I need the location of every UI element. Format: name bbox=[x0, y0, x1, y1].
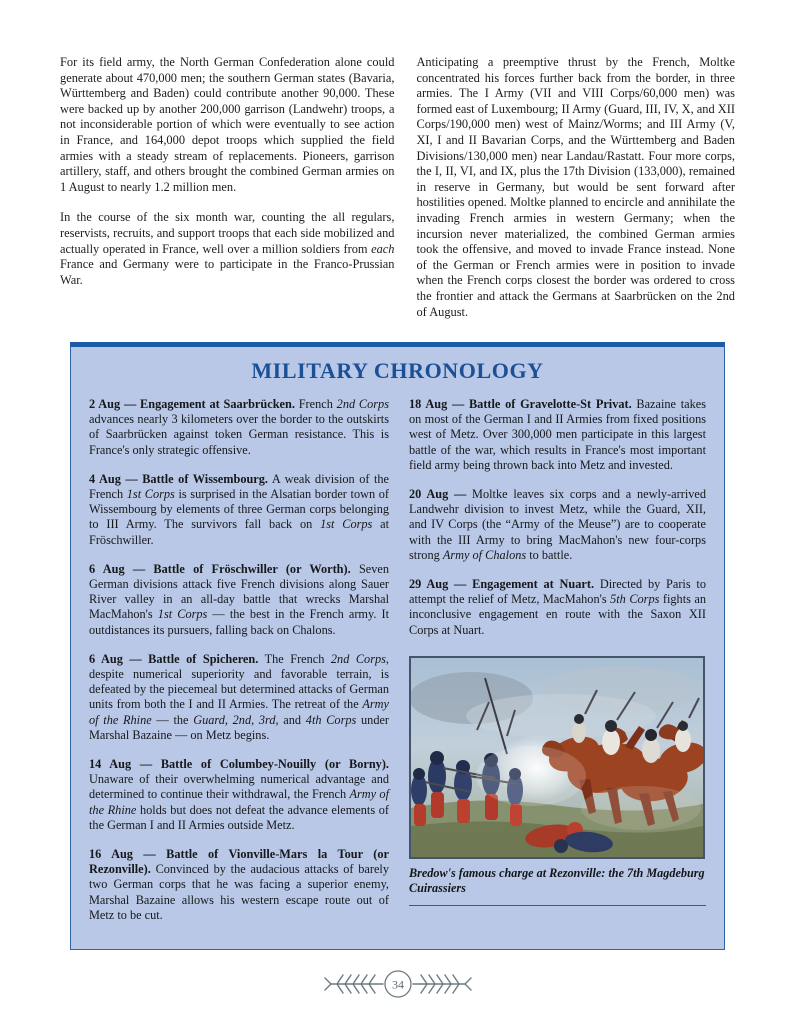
article-body bbox=[60, 55, 735, 320]
page-footer bbox=[0, 962, 795, 1006]
entry-text: Seven German divisions attack five French divisions along Sauer River valley in an all-day battle that wrecks Marshal MacMahon's bbox=[89, 561, 389, 622]
chronology-entry bbox=[89, 652, 389, 743]
caption-divider bbox=[409, 905, 706, 906]
entry-text: is surprised in the Alsatian border town of Wissembourg by elements of three German corps belonging to III Army. The survivors fall back on bbox=[89, 487, 389, 532]
entry-text: Directed by Paris to attempt the relief of Metz, MacMahon's bbox=[409, 577, 706, 607]
entry-text: French bbox=[294, 397, 337, 411]
entry-text: Unaware of their overwhelming numerical advantage and determined to continue their withdrawal, the French bbox=[89, 772, 389, 802]
entry-text: and bbox=[278, 712, 306, 727]
entry-text: — the best in the French army. It outdistances its pursuers, falling back on Chalons. bbox=[89, 607, 390, 637]
entry-italic: Army of Chalons bbox=[442, 547, 527, 562]
chronology-column-left bbox=[89, 397, 389, 937]
entry-italic: 2nd Corps bbox=[336, 397, 389, 411]
chronology-columns bbox=[71, 387, 724, 937]
entry-text: holds but does not defeat the advance elements of the German I and II Armies outside Metz. bbox=[89, 802, 390, 832]
chronology-entry bbox=[89, 562, 389, 638]
entry-italic: 4th Corps bbox=[305, 712, 357, 727]
figure-block bbox=[409, 656, 706, 906]
paragraph-text-post: France and Germany were to participate in the Franco-Prussian War. bbox=[60, 257, 395, 287]
entry-text: under Marshal Bazaine — on Metz begins. bbox=[89, 712, 390, 742]
entry-heading: 29 Aug — Engagement at Nuart. bbox=[409, 577, 595, 592]
entry-text: The French bbox=[258, 651, 331, 666]
entry-heading: 6 Aug — Battle of Fröschwiller (or Worth). bbox=[89, 561, 351, 576]
entry-heading: 2 Aug — Engagement at Saarbrücken. bbox=[89, 397, 295, 411]
entry-italic: 1st Corps bbox=[320, 517, 373, 532]
page-number: 34 bbox=[391, 977, 404, 992]
body-column-left bbox=[60, 55, 394, 288]
chronology-entry bbox=[409, 397, 706, 473]
painting-illustration bbox=[411, 658, 703, 857]
laurel-wreath-ornament bbox=[323, 962, 473, 1006]
entry-italic: 1st Corps bbox=[157, 607, 208, 622]
paragraph-text-pre: In the course of the six month war, counting the all regulars, reservists, recruits, and support troops that each side mobilized and actually operated in France, well over a million soldiers from bbox=[60, 210, 395, 256]
entry-text: fights an inconclusive engagement en route with the Saxon XII Corps at Nuart. bbox=[409, 592, 707, 637]
entry-text: Moltke leaves six corps and a newly-arrived Landwehr division to invest Metz, while the Guard, XII, and IV Corps (the “Army of the Meuse”) are to cooperate with the III Army to bring MacMahon's new four-corps strong bbox=[409, 487, 706, 562]
entry-text: Bazaine takes on most of the German I and II Armies from fixed positions west of Metz. Over 300,000 men participate in this largest battle of the war, which results in France's most important field army being thrown back into Metz and invested. bbox=[409, 397, 706, 472]
chronology-entry bbox=[89, 757, 389, 833]
chronology-entry bbox=[89, 397, 389, 458]
figure-caption: Bredow's famous charge at Rezonville: the 7th Magdeburg Cuirassiers bbox=[409, 865, 705, 895]
entry-text: at Fröschwiller. bbox=[89, 517, 390, 547]
entry-italic: Army of the Rhine bbox=[89, 787, 389, 817]
entry-italic: 2nd Corps bbox=[330, 651, 386, 666]
entry-text: to battle. bbox=[526, 547, 573, 562]
entry-italic: Army of the Rhine bbox=[89, 697, 389, 727]
military-chronology-panel bbox=[70, 342, 725, 950]
entry-italic: 5th Corps bbox=[610, 592, 660, 607]
entry-text: A weak division of the French bbox=[89, 471, 390, 502]
chronology-entry bbox=[89, 472, 389, 548]
chronology-entry bbox=[409, 577, 706, 638]
chronology-entry bbox=[89, 847, 389, 923]
entry-heading: 6 Aug — Battle of Spicheren. bbox=[89, 651, 259, 666]
entry-text: advances nearly 3 kilometers over the border to the outskirts of Saarbrücken against token German resistance. This is France's only strategic offensive. bbox=[89, 412, 389, 457]
body-paragraph: For its field army, the North German Confederation alone could generate about 470,000 men; the southern German states (Bavaria, Württemberg and Baden) could contribute another 90,000. These were backed up by another 200,000 garrison (Landwehr) troops, a not inconsiderable portion of which were eventually to see action in France, and 164,000 depot troops which supplied the field armies with a steady stream of replacements. Pioneers, garrison artillery, staff, and others brought the combined German armies on 1 August to nearly 1.2 million men. bbox=[60, 55, 395, 194]
chronology-entry bbox=[409, 487, 706, 563]
body-column-right bbox=[416, 55, 735, 320]
paragraph-emphasis: each bbox=[371, 241, 395, 256]
body-paragraph: Anticipating a preemptive thrust by the French, Moltke concentrated his forces further back from the border, in three armies. The I Army (VII and VIII Corps/60,000 men) was formed east of Luxembourg; II Army (Guard, III, IV, X, and XII Corps/190,000 men) west of Mainz/Worms; and III Army (V, XI, I and II Bavarian Corps, and the Württemberg and Baden Divisions/130,000 men) near Landau/Rastatt. Four more corps, the I, II, VI, and IX, plus the 17th Division (133,000), remained in reserve in Germany, but would be sent forward after hostilities opened. Moltke planned to encircle and annihilate the invading French armies in western Germany; when the incursion never materialized, the combined German armies took the offensive, and moved to invade France instead. None of the German or French armies were in position to invade when the French corps closest the border was ordered to cross the frontier and attack the Germans at Saarbrücken on the 2nd of August. bbox=[416, 55, 735, 319]
entry-heading: 14 Aug — Battle of Columbey-Nouilly (or Borny). bbox=[89, 757, 389, 772]
entry-heading: 4 Aug — Battle of Wissembourg. bbox=[89, 471, 268, 486]
entry-heading: 18 Aug — Battle of Gravelotte-St Privat. bbox=[409, 397, 632, 411]
entry-italic: 1st Corps bbox=[126, 487, 175, 502]
entry-heading: 16 Aug — Battle of Vionville-Mars la Tour (or Rezonville). bbox=[89, 847, 389, 877]
entry-text: , despite numerical superiority and favorable terrain, is defeated by the piecemeal but determined attacks of German units from both the I and II Armies. The retreat of the bbox=[89, 651, 389, 712]
entry-text: — the bbox=[151, 712, 194, 727]
entry-text: Convinced by the audacious attacks of barely two German corps that he was facing a superior enemy, Marshal Bazaine allows his western escape route out of Metz to be cut. bbox=[89, 862, 389, 922]
chronology-title: MILITARY CHRONOLOGY bbox=[251, 358, 544, 383]
body-paragraph bbox=[60, 210, 394, 288]
entry-heading: 20 Aug — bbox=[409, 487, 467, 502]
chronology-column-right bbox=[409, 397, 706, 937]
bredow-charge-painting bbox=[409, 656, 705, 859]
entry-italic: Guard, 2nd, 3rd, bbox=[193, 712, 279, 727]
